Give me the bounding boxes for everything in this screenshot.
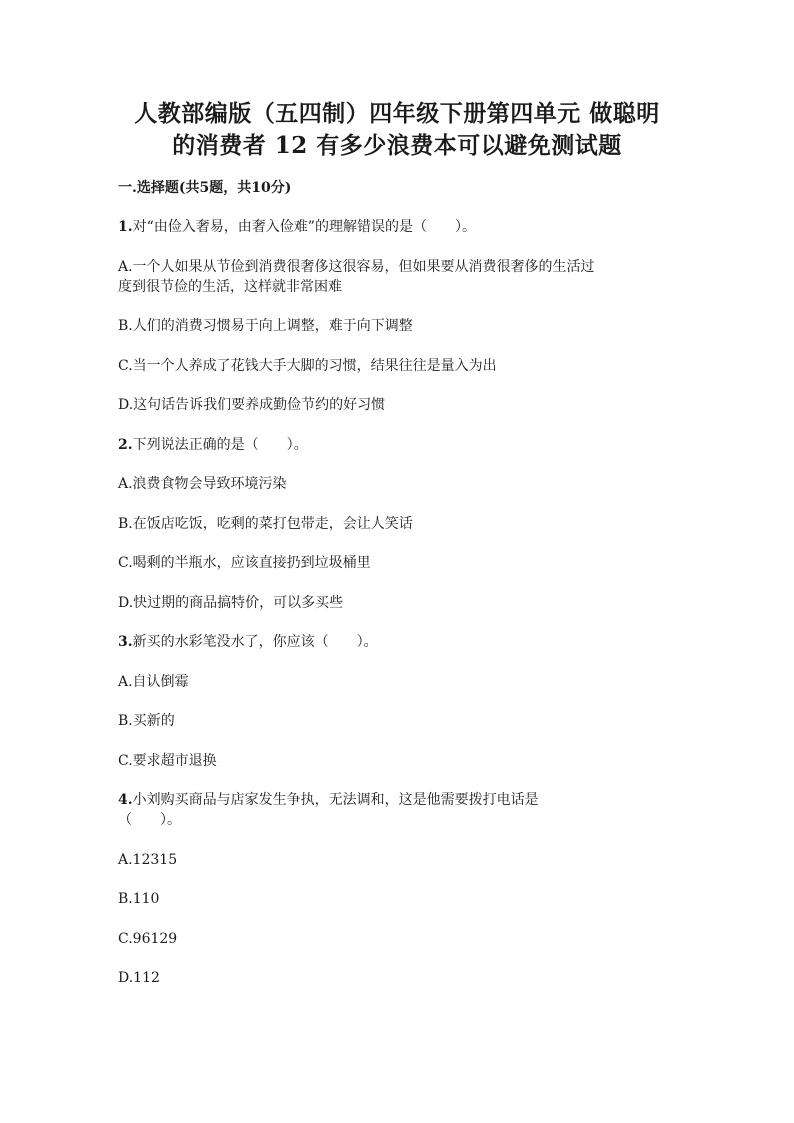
document-title-line-1: 人教部编版（五四制）四年级下册第四单元 做聪明 xyxy=(134,100,660,127)
question-4-stem-cont: （ ）。 xyxy=(118,812,181,828)
question-1-option-b: B.人们的消费习惯易于向上调整，难于向下调整 xyxy=(118,318,413,334)
section-heading: 一.选择题(共5题，共10分) xyxy=(118,180,292,196)
question-text: 新买的水彩笔没水了，你应该（ ）。 xyxy=(132,634,378,650)
question-3-stem xyxy=(118,632,698,652)
question-2-stem xyxy=(118,435,698,455)
question-4-option-b: B.110 xyxy=(118,891,160,907)
question-number: 3. xyxy=(118,634,133,650)
question-number: 1. xyxy=(118,219,133,235)
question-text: 对“由俭入奢易，由奢入俭难”的理解错误的是（ ）。 xyxy=(132,219,476,235)
question-4-stem xyxy=(118,790,698,810)
question-1-option-a-cont: 度到很节俭的生活，这样就非常困难 xyxy=(118,279,342,295)
question-1-option-d: D.这句话告诉我们要养成勤俭节约的好习惯 xyxy=(118,397,386,413)
question-2-option-d: D.快过期的商品搞特价，可以多买些 xyxy=(118,595,344,611)
question-1-stem xyxy=(118,217,698,237)
document-title-line-2: 的消费者 12 有多少浪费本可以避免测试题 xyxy=(172,132,622,159)
question-4-option-d: D.112 xyxy=(118,970,160,986)
question-text: 下列说法正确的是（ ）。 xyxy=(132,437,308,453)
question-2-option-c: C.喝剩的半瓶水，应该直接扔到垃圾桶里 xyxy=(118,555,371,571)
question-number: 2. xyxy=(118,437,133,453)
question-number: 4. xyxy=(118,792,133,808)
question-1-option-a: A.一个人如果从节俭到消费很奢侈这很容易，但如果要从消费很奢侈的生活过 xyxy=(118,259,595,275)
question-2-option-a: A.浪费食物会导致环境污染 xyxy=(118,476,287,492)
question-3-option-a: A.自认倒霉 xyxy=(118,674,189,690)
question-4-option-a: A.12315 xyxy=(118,852,178,868)
question-2-option-b: B.在饭店吃饭，吃剩的菜打包带走，会让人笑话 xyxy=(118,516,413,532)
question-3-option-c: C.要求超市退换 xyxy=(118,753,217,769)
question-1-option-c: C.当一个人养成了花钱大手大脚的习惯，结果往往是量入为出 xyxy=(118,358,497,374)
question-text: 小刘购买商品与店家发生争执，无法调和，这是他需要拨打电话是 xyxy=(132,792,539,808)
question-4-option-c: C.96129 xyxy=(118,931,178,947)
question-3-option-b: B.买新的 xyxy=(118,713,175,729)
